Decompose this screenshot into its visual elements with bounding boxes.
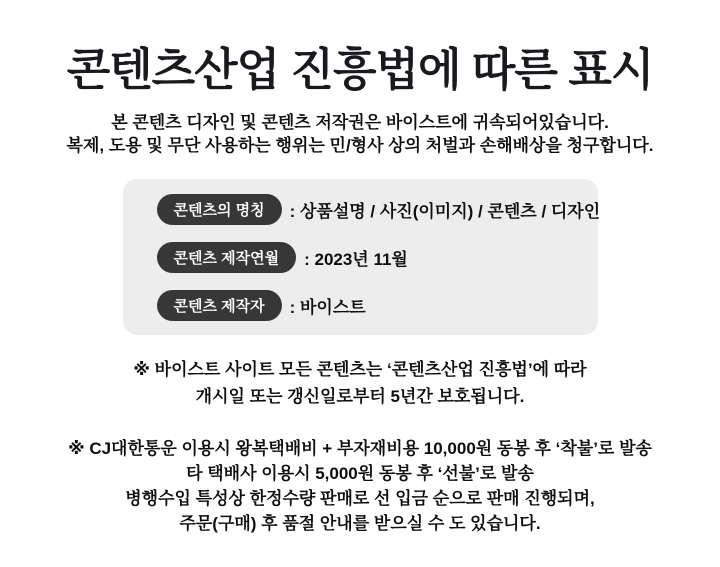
content-name-value: : 상품설명 / 사진(이미지) / 콘텐츠 / 디자인 [289,202,601,222]
page-title: 콘텐츠산업 진흥법에 따른 표시 [66,44,654,95]
production-date-label-pill: 콘텐츠 제작연월 [157,242,297,273]
info-row-producer [157,290,578,321]
content-info-box [123,179,601,335]
info-row-content-name [157,194,601,225]
producer-label-pill: 콘텐츠 제작자 [157,290,282,321]
copyright-intro [0,111,720,157]
info-row-production-date [157,242,578,273]
copyright-intro-line-1: 본 콘텐츠 디자인 및 콘텐츠 저작권은 바이스트에 귀속되어있습니다. [111,113,609,133]
production-date-value: : 2023년 11월 [304,250,408,270]
shipping-notice-line-3: 병행수입 특성상 한정수량 판매로 선 입금 순으로 판매 진행되며, [125,489,595,509]
protection-notice [0,356,720,410]
protection-notice-line-1: ※ 바이스트 사이트 모든 콘텐츠는 ‘콘텐츠산업 진흥법’에 따라 [133,360,587,380]
shipping-notice [0,436,720,536]
shipping-notice-line-2: 타 택배사 이용시 5,000원 동봉 후 ‘선불’로 발송 [186,464,534,484]
protection-notice-line-2: 개시일 또는 갱신일로부터 5년간 보호됩니다. [195,387,525,407]
shipping-notice-line-4: 주문(구매) 후 품절 안내를 받으실 수 도 있습니다. [179,514,541,534]
producer-value: : 바이스트 [289,298,366,318]
content-name-label-pill: 콘텐츠의 명칭 [157,194,282,225]
copyright-intro-line-2: 복제, 도용 및 무단 사용하는 행위는 민/형사 상의 처벌과 손해배상을 청구합니다. [66,136,654,156]
shipping-notice-line-1: ※ CJ대한통운 이용시 왕복택배비 + 부자재비용 10,000원 동봉 후 ‘착불’로 발송 [68,439,652,459]
